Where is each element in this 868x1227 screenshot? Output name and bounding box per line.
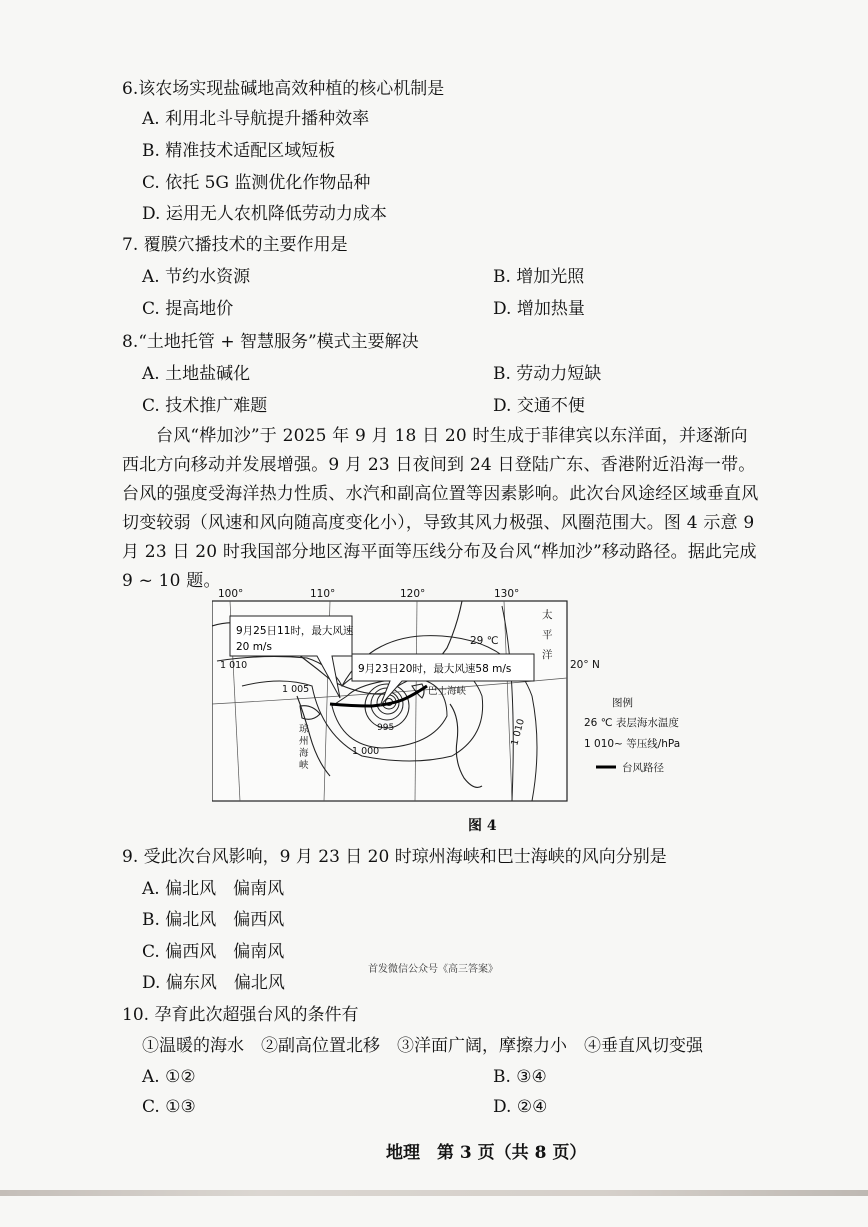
ocean-label-2: 平 (542, 629, 553, 641)
isobar-label-995: 995 (377, 723, 395, 733)
page-footer: 地理 第 3 页（共 8 页） (386, 1143, 587, 1163)
figure-caption: 图 4 (468, 818, 497, 834)
callout-sep23-text: 9月23日20时，最大风速58 m/s (358, 663, 512, 675)
q6-option-b: B. 精准技术适配区域短板 (142, 141, 336, 161)
callout-sep25-line1: 9月25日11时，最大风速 (236, 625, 354, 637)
q7-stem: 7. 覆膜穴播技术的主要作用是 (122, 235, 348, 255)
legend-isobar: 1 010~ 等压线/hPa (584, 738, 681, 750)
scan-edge (0, 1190, 868, 1196)
q9-option-d: D. 偏东风 偏北风 (142, 973, 285, 993)
q6-option-a: A. 利用北斗导航提升播种效率 (142, 109, 370, 129)
q7-option-c: C. 提高地价 (142, 299, 234, 319)
sst-label-29: 29 ℃ (470, 635, 499, 647)
lon-label-130: 130° (494, 588, 520, 600)
q10-option-c: C. ①③ (142, 1097, 196, 1117)
legend-sst: 26 ℃ 表层海水温度 (584, 717, 679, 729)
ocean-label-3: 洋 (542, 649, 553, 661)
strait1-label-3: 海 (299, 748, 309, 759)
passage: 台风“桦加沙”于 2025 年 9 月 18 日 20 时生成于菲律宾以东洋面，并逐渐向西北方向移动并发展增强。9 月 23 日夜间到 24 日登陆广东、香港附近沿海一带。台风的强度受海洋热力性质、水汽和副高位置等因素影响。此次台风途经区域垂直风切变较弱（风速和风向随高度变化小），导致其风力极强、风圈范围大。图 4 示意 9 月 23 日 20 时我国部分地区海平面等压线分布及台风“桦加沙”移动路径。据此完成 9 ~ 10 题。 (122, 426, 759, 591)
q8-stem: 8.“土地托管 + 智慧服务”模式主要解决 (122, 332, 419, 352)
q10-option-b: B. ③④ (493, 1067, 547, 1087)
q9-option-a: A. 偏北风 偏南风 (142, 879, 285, 899)
q6-stem: 6.该农场实现盐碱地高效种植的核心机制是 (122, 79, 445, 99)
strait1-label-4: 峡 (299, 760, 309, 771)
q8-option-b: B. 劳动力短缺 (493, 364, 602, 384)
typhoon-map-figure (212, 586, 712, 804)
q6-option-d: D. 运用无人农机降低劳动力成本 (142, 204, 387, 224)
isobar-label-1000: 1 000 (352, 746, 380, 757)
legend (584, 696, 680, 774)
q10-stem: 10. 孕育此次超强台风的条件有 (122, 1005, 359, 1025)
watermark: 首发微信公众号《高三答案》 (368, 964, 498, 975)
q6-option-c: C. 依托 5G 监测优化作物品种 (142, 173, 371, 193)
callout-sep25-line2: 20 m/s (236, 641, 272, 653)
q8-option-d: D. 交通不便 (493, 396, 585, 416)
isobar-label-1005: 1 005 (282, 684, 310, 695)
q8-option-c: C. 技术推广难题 (142, 396, 268, 416)
q7-option-d: D. 增加热量 (493, 299, 585, 319)
isobar-label-1010: 1 010 (220, 660, 248, 671)
lat-label-20n: 20° N (570, 659, 600, 671)
lon-label-100: 100° (218, 588, 244, 600)
isobar-label-1010-east: 1 010 (509, 717, 527, 747)
strait1-label-1: 琼 (299, 724, 309, 735)
lon-label-110: 110° (310, 588, 336, 600)
strait2-label: 巴士海峡 (428, 686, 467, 697)
q10-option-a: A. ①② (142, 1067, 196, 1087)
q7-option-b: B. 增加光照 (493, 267, 585, 287)
q9-option-c: C. 偏西风 偏南风 (142, 942, 285, 962)
q10-conditions: ①温暖的海水 ②副高位置北移 ③洋面广阔，摩擦力小 ④垂直风切变强 (142, 1036, 703, 1056)
lon-label-120: 120° (400, 588, 426, 600)
legend-title: 图例 (612, 697, 633, 709)
q10-option-d: D. ②④ (493, 1097, 548, 1117)
strait1-label-2: 州 (299, 736, 309, 747)
q7-option-a: A. 节约水资源 (142, 267, 251, 287)
ocean-label-1: 太 (542, 609, 553, 621)
q9-option-b: B. 偏北风 偏西风 (142, 910, 285, 930)
legend-track: 台风路径 (622, 762, 664, 774)
q8-option-a: A. 土地盐碱化 (142, 364, 251, 384)
q9-stem: 9. 受此次台风影响，9 月 23 日 20 时琼州海峡和巴士海峡的风向分别是 (122, 847, 667, 867)
